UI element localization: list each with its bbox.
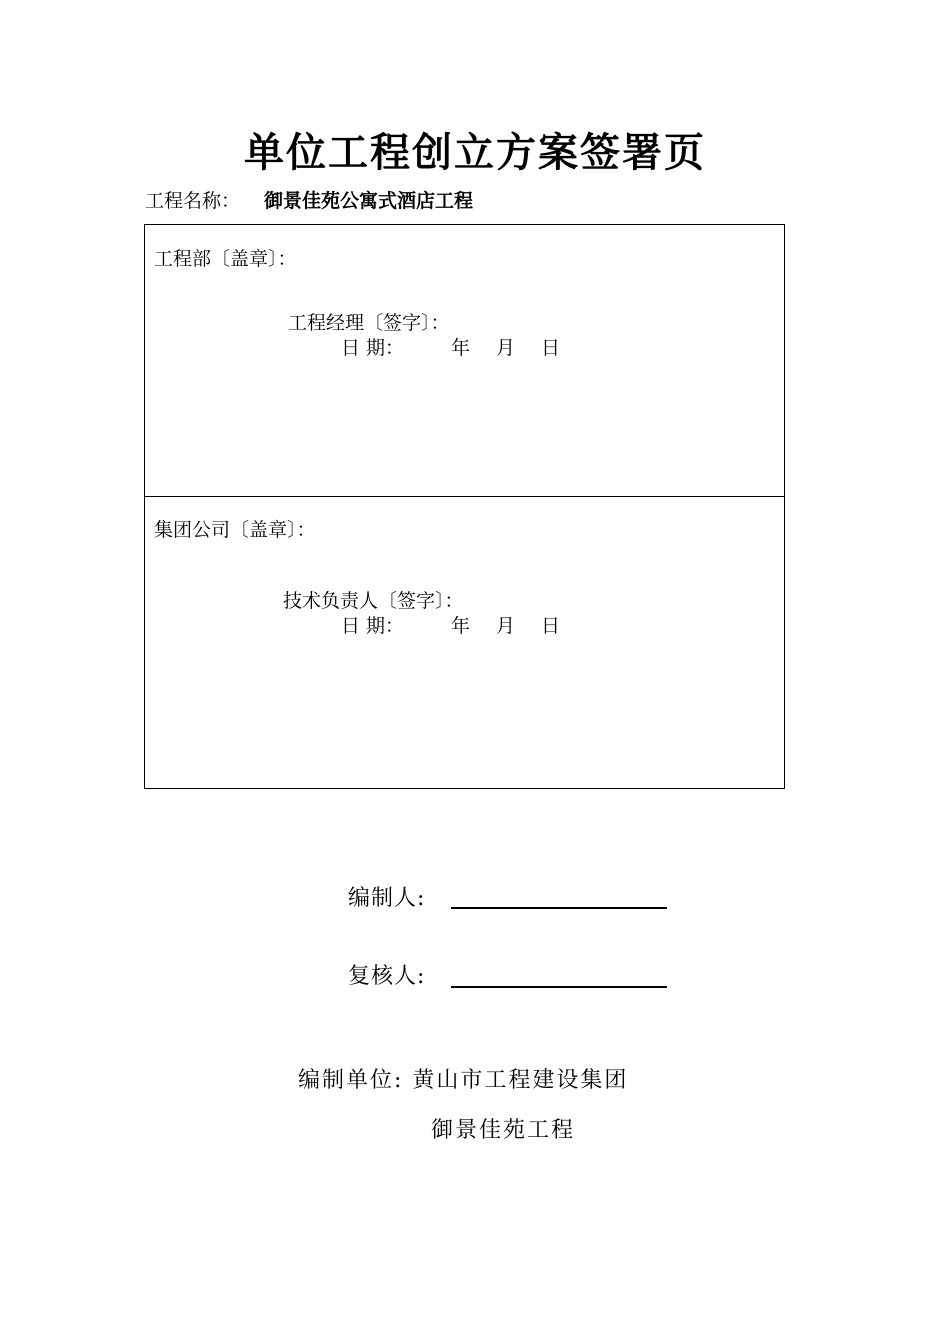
compiler-label: 编制人: — [348, 886, 426, 911]
compiling-unit-line — [298, 1066, 628, 1096]
page-title: 单位工程创立方案签署页 — [244, 130, 706, 176]
project-short-name: 御景佳苑工程 — [431, 1118, 576, 1143]
compiling-unit-label: 编制单位: — [298, 1068, 404, 1093]
project-dept-year-label: 年 — [451, 337, 471, 359]
project-dept-stamp-label: 工程部〔盖章〕： — [154, 248, 297, 270]
tech-lead-sign-label: 技术负责人〔签字〕： — [283, 590, 464, 612]
project-dept-date-label: 日 期： — [341, 337, 405, 359]
compiler-signature-line[interactable] — [451, 907, 667, 909]
project-name-value: 御景佳苑公寓式酒店工程 — [264, 190, 474, 212]
signature-table — [144, 224, 785, 789]
group-company-date-label: 日 期： — [341, 615, 405, 637]
compiling-unit-name: 黄山市工程建设集团 — [412, 1068, 629, 1093]
section-divider — [145, 496, 784, 497]
project-manager-sign-label: 工程经理〔签字〕： — [288, 312, 450, 334]
group-company-stamp-label: 集团公司〔盖章〕： — [154, 519, 316, 541]
project-name-line — [145, 188, 473, 214]
project-dept-month-label: 月 — [496, 337, 516, 359]
project-dept-day-label: 日 — [541, 337, 561, 359]
project-name-label: 工程名称： — [145, 190, 241, 212]
group-company-month-label: 月 — [496, 615, 516, 637]
group-company-day-label: 日 — [541, 615, 561, 637]
reviewer-signature-line[interactable] — [451, 986, 667, 988]
reviewer-label: 复核人: — [348, 964, 426, 989]
group-company-year-label: 年 — [451, 615, 471, 637]
